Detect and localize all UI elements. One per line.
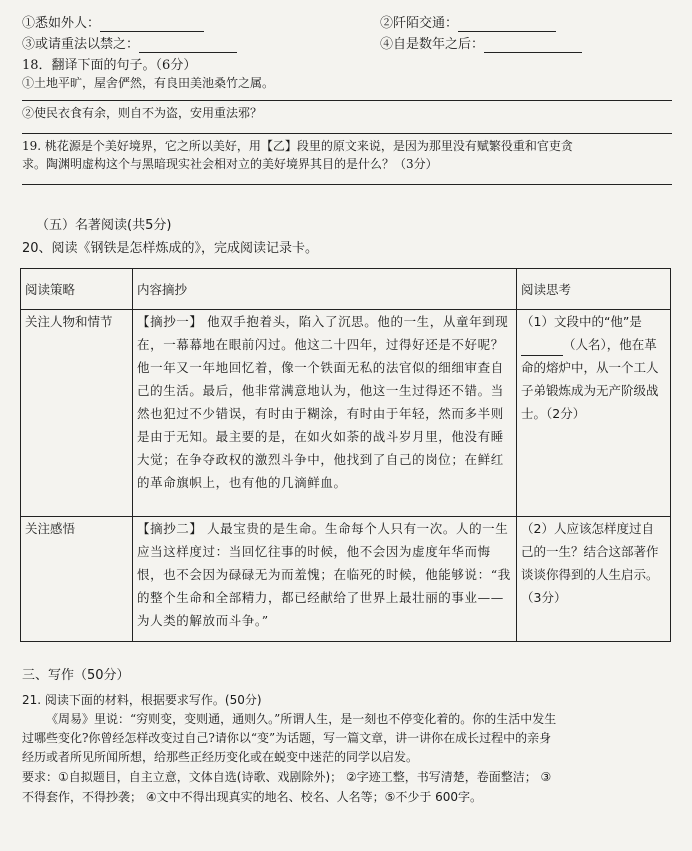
row2-excerpt: 【摘抄二】 人最宝贵的是生命。生命每个人只有一次。人的一生应当这样度过：当回忆往事的时候，他不会因为虚度年华而悔恨，也不会因为碌碌无为而羞愧；在临死的时候，他能够说：“我的整个生命和全部精力，都已经献给了世界上最壮丽的事业——为人类的解放而斗争。” [133,517,517,642]
q18-title: 18．翻译下面的句子。（6分） [22,58,197,73]
q17-item-2-blank[interactable] [458,19,556,32]
card-row-2 [21,517,671,642]
card-row-1 [21,310,671,517]
header-strategy: 阅读策略 [21,269,133,310]
q20-instruction: 20、阅读《钢铁是怎样炼成的》，完成阅读记录卡。 [22,241,319,256]
section5-title: （五）名著阅读(共5分) [36,218,172,233]
row1-name-blank[interactable] [521,341,563,356]
q21-material-line-1: 《周易》里说：“穷则变，变则通，通则久。”所谓人生，是一刻也不停变化着的。你的生活中发生 [46,712,557,726]
q17-item-2 [380,16,556,32]
q17-item-1 [22,16,204,32]
q17-item-4 [380,37,582,53]
q19-line-2: 求。陶渊明虚构这个与黑暗现实社会相对立的美好境界其目的是什么？（3分） [22,157,438,171]
q18-answer-line-2[interactable] [22,133,672,134]
row1-thinking [517,310,671,517]
q19-line-1: 19. 桃花源是个美好境界，它之所以美好，用【乙】段里的原文来说，是因为那里没有赋繁役重和官吏贪 [22,139,573,153]
header-thinking: 阅读思考 [517,269,671,310]
row2-thinking: （2）人应该怎样度过自己的一生？结合这部著作谈谈你得到的人生启示。（3分） [517,517,671,642]
q17-item-4-label: ④自是数年之后： [380,37,485,52]
header-excerpt: 内容摘抄 [133,269,517,310]
row1-excerpt: 【摘抄一】 他双手抱着头，陷入了沉思。他的一生，从童年到现在，一幕幕地在眼前闪过。他这二十四年，过得好还是不好呢？他一年又一年地回忆着，像一个铁面无私的法官似的细细审查自己的生活。最后，他非常满意地认为，他这一生过得还不错。当然也犯过不少错误，有时由于糊涂，有时由于年轻，然而多半则是由于无知。最主要的是，在如火如荼的战斗岁月里，他没有睡大觉；在争夺政权的激烈斗争中，他找到了自己的岗位；在鲜红的革命旗帜上，也有他的几滴鲜血。 [133,310,517,517]
q21-material-line-3: 经历或者所见所闻所想，给那些正经历变化或在蜕变中迷茫的同学以启发。 [22,750,419,764]
section3-title: 三、写作（50分） [22,668,130,683]
card-header-row [21,269,671,310]
row2-strategy: 关注感悟 [21,517,133,642]
q17-item-1-blank[interactable] [100,19,204,32]
reading-record-card [20,268,671,642]
q17-item-3-blank[interactable] [139,40,237,53]
q21-title: 21. 阅读下面的材料，根据要求写作。(50分) [22,693,262,707]
q17-item-4-blank[interactable] [484,40,582,53]
q21-requirements-line-2: 不得套作，不得抄袭； ④文中不得出现真实的地名、校名、人名等；⑤不少于 600字。 [22,790,483,804]
q17-item-3-label: ③或请重法以禁之： [22,37,140,52]
q18-sentence-1: ①土地平旷，屋舍俨然，有良田美池桑竹之属。 [22,76,275,90]
q21-requirements-line-1: 要求：①自拟题目，自主立意，文体自选(诗歌、戏剧除外)； ②字迹工整，书写清楚，卷面整洁； ③ [22,770,552,784]
q19-answer-line[interactable] [22,184,672,185]
row1-thinking-pre: （1）文段中的“他”是 [521,314,642,329]
q17-item-1-label: ①悉如外人： [22,16,101,31]
row1-thinking-post: （人名），他在革命的熔炉中，从一个工人子弟锻炼成为无产阶级战士。（2分） [521,337,659,421]
q17-item-2-label: ②阡陌交通： [380,16,459,31]
q17-item-3 [22,37,237,53]
q18-answer-line-1[interactable] [22,100,672,101]
row1-strategy: 关注人物和情节 [21,310,133,517]
q21-material-line-2: 过哪些变化?你曾经怎样改变过自己?请你以“变”为话题，写一篇文章，讲一讲你在成长过程中的亲身 [22,731,552,745]
q18-sentence-2: ②使民衣食有余，则自不为盗，安用重法邪？ [22,106,263,120]
